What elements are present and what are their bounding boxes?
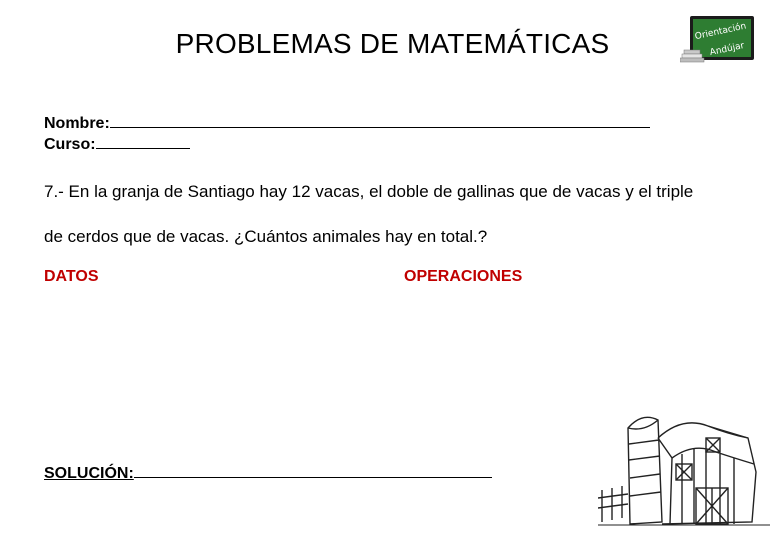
problem-line-1: 7.- En la granja de Santiago hay 12 vacas, el doble de gallinas que de vacas y el triple	[44, 182, 694, 201]
course-field[interactable]	[44, 134, 190, 154]
name-field[interactable]	[44, 113, 650, 133]
solution-line[interactable]	[134, 463, 492, 478]
solution-field[interactable]	[44, 463, 492, 483]
operaciones-heading: OPERACIONES	[404, 268, 523, 285]
datos-heading: DATOS	[44, 268, 99, 285]
problem-line-2: de cerdos que de vacas. ¿Cuántos animales hay en total.?	[44, 227, 488, 246]
solution-label: SOLUCIÓN:	[44, 465, 134, 482]
name-line[interactable]	[110, 113, 650, 128]
barn-illustration	[598, 398, 770, 530]
name-label: Nombre:	[44, 115, 110, 132]
logo-line1: Orientación	[694, 21, 748, 43]
orientacion-andujar-logo	[680, 14, 756, 64]
logo-line2: Andújar	[708, 41, 746, 59]
course-line[interactable]	[96, 134, 190, 149]
page-title: PROBLEMAS DE MATEMÁTICAS	[175, 28, 610, 59]
course-label: Curso:	[44, 136, 96, 153]
